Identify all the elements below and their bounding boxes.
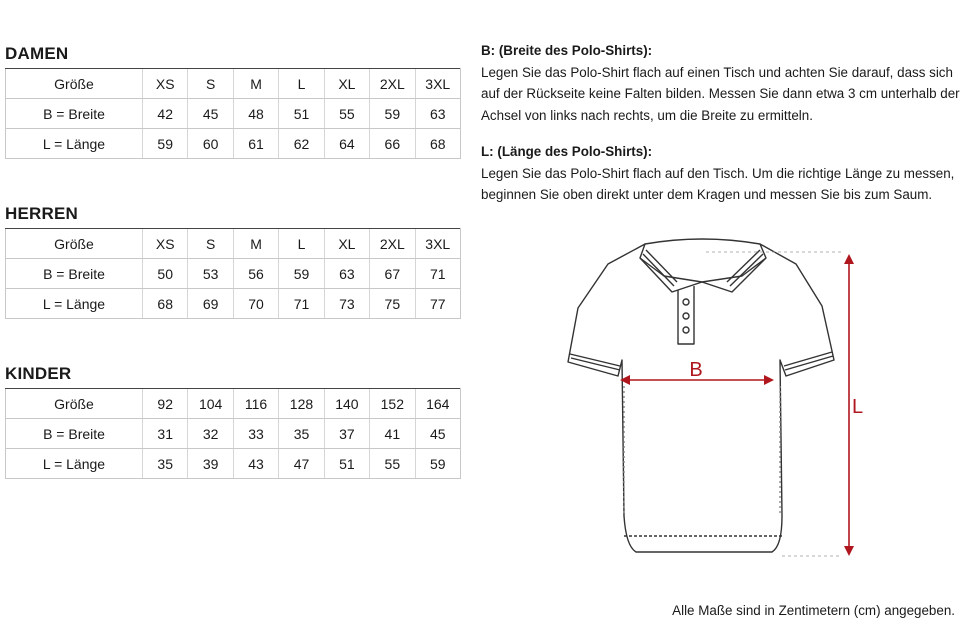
table-row bbox=[6, 419, 461, 449]
value-cell: 56 bbox=[233, 259, 278, 289]
row-label: B = Breite bbox=[6, 419, 143, 449]
value-cell: 33 bbox=[233, 419, 278, 449]
width-instructions bbox=[481, 40, 961, 126]
table-row bbox=[6, 259, 461, 289]
row-label: L = Länge bbox=[6, 449, 143, 479]
size-cell: XS bbox=[143, 69, 188, 99]
value-cell: 55 bbox=[370, 449, 415, 479]
value-cell: 59 bbox=[370, 99, 415, 129]
value-cell: 35 bbox=[279, 419, 324, 449]
value-cell: 50 bbox=[143, 259, 188, 289]
value-cell: 48 bbox=[233, 99, 278, 129]
width-marker: B bbox=[689, 359, 703, 381]
size-cell: 152 bbox=[370, 389, 415, 419]
units-footnote: Alle Maße sind in Zentimetern (cm) angegeben. bbox=[672, 603, 955, 618]
value-cell: 32 bbox=[188, 419, 233, 449]
width-heading: B: (Breite des Polo-Shirts): bbox=[481, 43, 653, 58]
value-cell: 31 bbox=[143, 419, 188, 449]
size-cell: 2XL bbox=[370, 229, 415, 259]
section-title: DAMEN bbox=[5, 44, 69, 63]
table-row bbox=[6, 449, 461, 479]
polo-shirt-icon bbox=[568, 239, 834, 552]
size-cell: 128 bbox=[279, 389, 324, 419]
size-cell: M bbox=[233, 229, 278, 259]
guide-lines bbox=[706, 252, 842, 556]
value-cell: 59 bbox=[143, 129, 188, 159]
header-label: Größe bbox=[6, 69, 143, 99]
value-cell: 37 bbox=[324, 419, 369, 449]
section-title: KINDER bbox=[5, 364, 72, 383]
value-cell: 71 bbox=[415, 259, 460, 289]
value-cell: 67 bbox=[370, 259, 415, 289]
value-cell: 68 bbox=[415, 129, 460, 159]
header-label: Größe bbox=[6, 389, 143, 419]
table-header-row bbox=[6, 69, 461, 99]
value-cell: 39 bbox=[188, 449, 233, 479]
size-cell: S bbox=[188, 229, 233, 259]
size-cell: 140 bbox=[324, 389, 369, 419]
length-heading: L: (Länge des Polo-Shirts): bbox=[481, 144, 653, 159]
size-cell: XL bbox=[324, 229, 369, 259]
value-cell: 41 bbox=[370, 419, 415, 449]
value-cell: 60 bbox=[188, 129, 233, 159]
width-text: Legen Sie das Polo-Shirt flach auf einen Tisch und achten Sie darauf, dass sich auf der Rückseite keine Falten bilden. Messen Sie dann etwa 3 cm unterhalb der Achsel von links nach rechts, um die Breite zu ermitteln. bbox=[481, 64, 960, 123]
size-cell: 2XL bbox=[370, 69, 415, 99]
row-label: L = Länge bbox=[6, 129, 143, 159]
length-instructions bbox=[481, 141, 961, 206]
size-cell: 104 bbox=[188, 389, 233, 419]
value-cell: 59 bbox=[279, 259, 324, 289]
value-cell: 68 bbox=[143, 289, 188, 319]
value-cell: 63 bbox=[324, 259, 369, 289]
value-cell: 61 bbox=[233, 129, 278, 159]
value-cell: 53 bbox=[188, 259, 233, 289]
row-label: B = Breite bbox=[6, 99, 143, 129]
size-section-kinder bbox=[5, 364, 461, 479]
value-cell: 71 bbox=[279, 289, 324, 319]
size-section-herren bbox=[5, 204, 461, 319]
value-cell: 77 bbox=[415, 289, 460, 319]
size-table bbox=[5, 68, 461, 159]
size-cell: L bbox=[279, 229, 324, 259]
length-marker: L bbox=[852, 396, 864, 418]
value-cell: 75 bbox=[370, 289, 415, 319]
table-row bbox=[6, 99, 461, 129]
table-row bbox=[6, 129, 461, 159]
size-cell: XL bbox=[324, 69, 369, 99]
row-label: L = Länge bbox=[6, 289, 143, 319]
polo-shirt-diagram bbox=[560, 236, 870, 562]
table-header-row bbox=[6, 229, 461, 259]
value-cell: 69 bbox=[188, 289, 233, 319]
size-table bbox=[5, 388, 461, 479]
value-cell: 45 bbox=[188, 99, 233, 129]
table-row bbox=[6, 289, 461, 319]
value-cell: 66 bbox=[370, 129, 415, 159]
value-cell: 73 bbox=[324, 289, 369, 319]
section-title: HERREN bbox=[5, 204, 78, 223]
size-table bbox=[5, 228, 461, 319]
value-cell: 62 bbox=[279, 129, 324, 159]
length-text: Legen Sie das Polo-Shirt flach auf den Tisch. Um die richtige Länge zu messen, beginnen Sie oben direkt unter dem Kragen und messen Sie bis zum Saum. bbox=[481, 165, 955, 202]
value-cell: 35 bbox=[143, 449, 188, 479]
value-cell: 43 bbox=[233, 449, 278, 479]
size-cell: S bbox=[188, 69, 233, 99]
value-cell: 47 bbox=[279, 449, 324, 479]
value-cell: 42 bbox=[143, 99, 188, 129]
size-cell: 164 bbox=[415, 389, 460, 419]
value-cell: 55 bbox=[324, 99, 369, 129]
size-cell: 92 bbox=[143, 389, 188, 419]
value-cell: 45 bbox=[415, 419, 460, 449]
value-cell: 59 bbox=[415, 449, 460, 479]
value-cell: 64 bbox=[324, 129, 369, 159]
value-cell: 70 bbox=[233, 289, 278, 319]
table-header-row bbox=[6, 389, 461, 419]
value-cell: 51 bbox=[324, 449, 369, 479]
header-label: Größe bbox=[6, 229, 143, 259]
row-label: B = Breite bbox=[6, 259, 143, 289]
value-cell: 51 bbox=[279, 99, 324, 129]
value-cell: 63 bbox=[415, 99, 460, 129]
size-cell: 3XL bbox=[415, 229, 460, 259]
size-cell: 116 bbox=[233, 389, 278, 419]
size-section-damen bbox=[5, 44, 461, 159]
size-cell: 3XL bbox=[415, 69, 460, 99]
size-cell: M bbox=[233, 69, 278, 99]
size-cell: L bbox=[279, 69, 324, 99]
size-cell: XS bbox=[143, 229, 188, 259]
